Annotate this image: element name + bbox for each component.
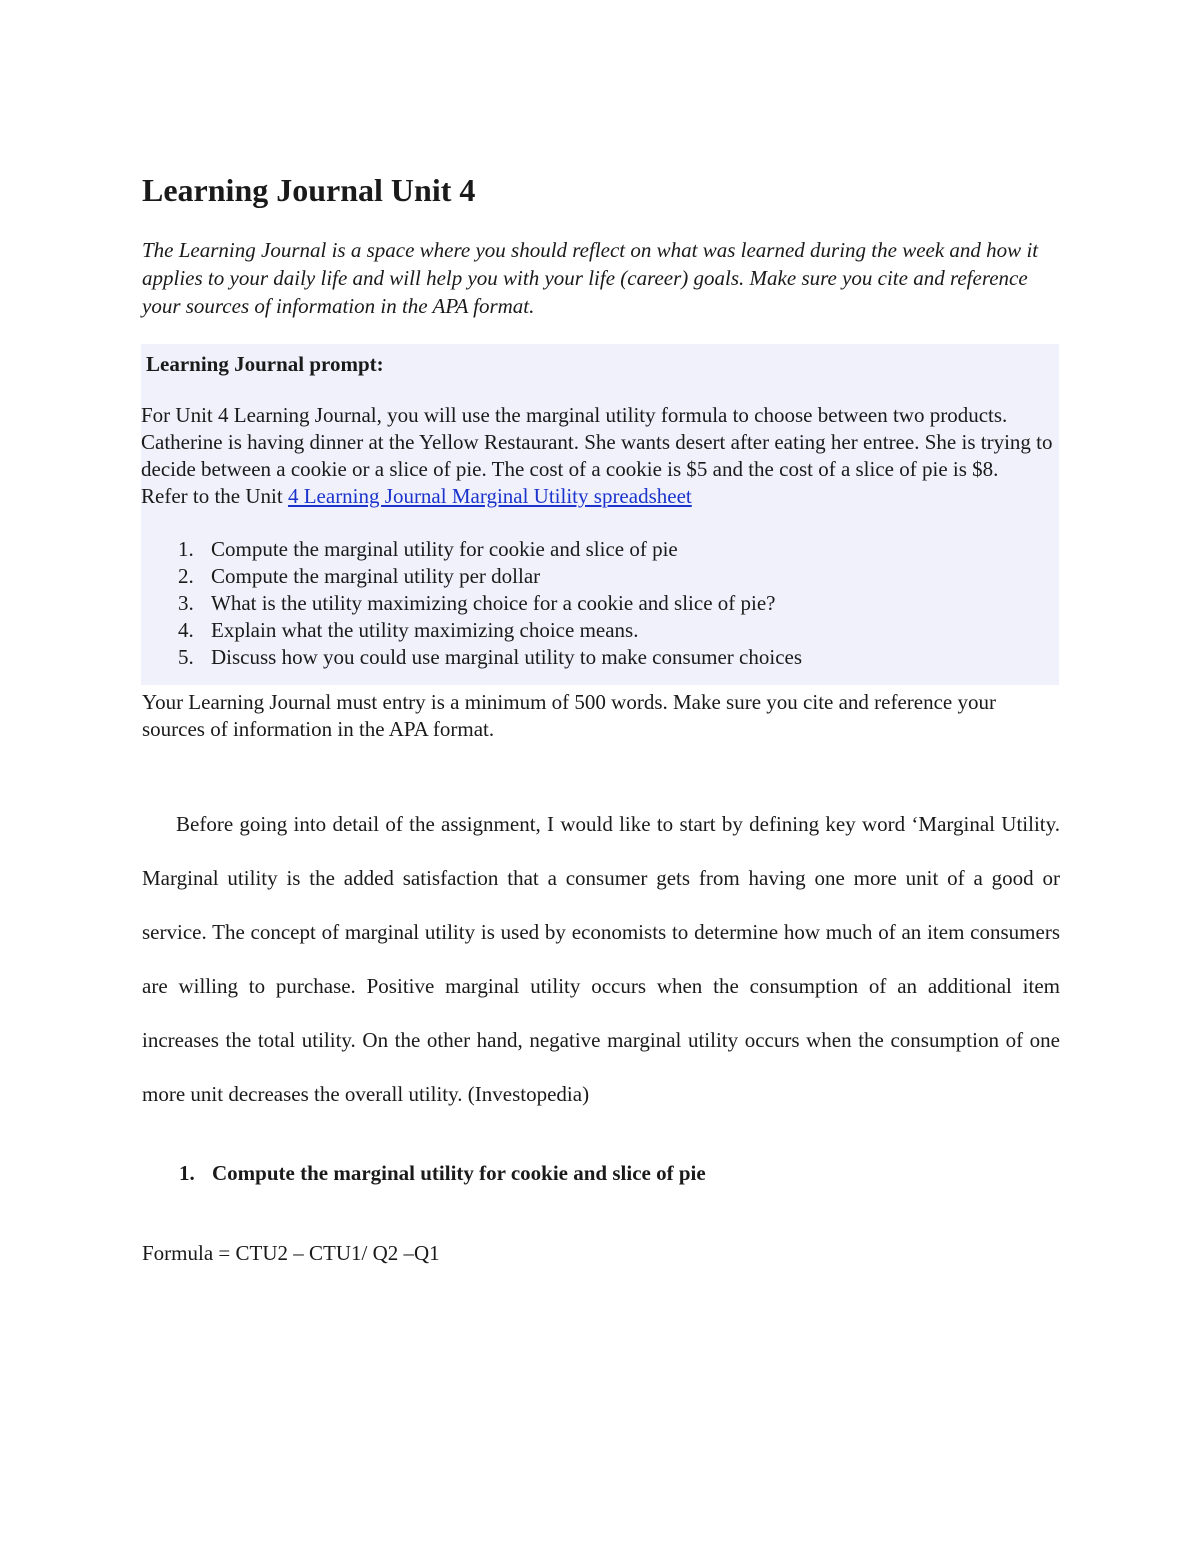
list-item-number: 4. [178,618,194,642]
requirement-paragraph: Your Learning Journal must entry is a minimum of 500 words. Make sure you cite and reference your sources of information in the APA format. [142,690,996,741]
list-item [141,644,1059,671]
intro-paragraph: The Learning Journal is a space where you should reflect on what was learned during the week and how it applies to your daily life and will help you with your life (career) goals. Make sure you cite and reference your sources of information in the APA format. [142,238,1039,318]
prompt-refer [141,483,1053,510]
prompt-line-1: For Unit 4 Learning Journal, you will use the marginal utility formula to choose between two products. [141,403,1008,427]
document-page [142,168,1060,1267]
list-item [141,536,1059,563]
section-number: 1. [179,1161,195,1185]
list-item [141,590,1059,617]
list-item-number: 2. [178,564,194,588]
list-item-number: 3. [178,591,194,615]
list-item [141,563,1059,590]
formula-line: Formula = CTU2 – CTU1/ Q2 –Q1 [142,1241,440,1265]
list-item-text: Compute the marginal utility for cookie and slice of pie [211,537,678,561]
list-item-text: Discuss how you could use marginal utility to make consumer choices [211,645,803,669]
list-item-text: Explain what the utility maximizing choice means. [211,618,639,642]
list-item [141,617,1059,644]
list-item-number: 5. [178,645,194,669]
list-item-number: 1. [178,537,194,561]
prompt-line-2: Catherine is having dinner at the Yellow Restaurant. She wants desert after eating her entree. She is trying to decide between a cookie or a slice of pie. The cost of a cookie is $5 and the cost of a slice of pie is $8. [141,430,1053,481]
list-item-text: Compute the marginal utility per dollar [211,564,541,588]
refer-prefix: Refer to the Unit [141,484,288,508]
spreadsheet-link[interactable]: 4 Learning Journal Marginal Utility spreadsheet [287,484,692,508]
list-item-text: What is the utility maximizing choice for a cookie and slice of pie? [211,591,776,615]
section-title: Compute the marginal utility for cookie and slice of pie [212,1161,706,1185]
prompt-heading: Learning Journal prompt: [146,352,384,376]
essay-paragraph: Before going into detail of the assignment, I would like to start by defining key word ‘Marginal Utility. Marginal utility is the added satisfaction that a consumer gets from having one more unit of a good or service. The concept of marginal utility is used by economists to determine how much of an item consumers are willing to purchase. Positive marginal utility occurs when the consumption of an additional item increases the total utility. On the other hand, negative marginal utility occurs when the consumption of one more unit decreases the overall utility. (Investopedia) [142,812,1060,1106]
document-title: Learning Journal Unit 4 [142,172,476,208]
section-heading [142,1159,1060,1187]
prompt-box [141,344,1059,685]
task-list [141,536,1059,671]
prompt-body [141,402,1059,510]
